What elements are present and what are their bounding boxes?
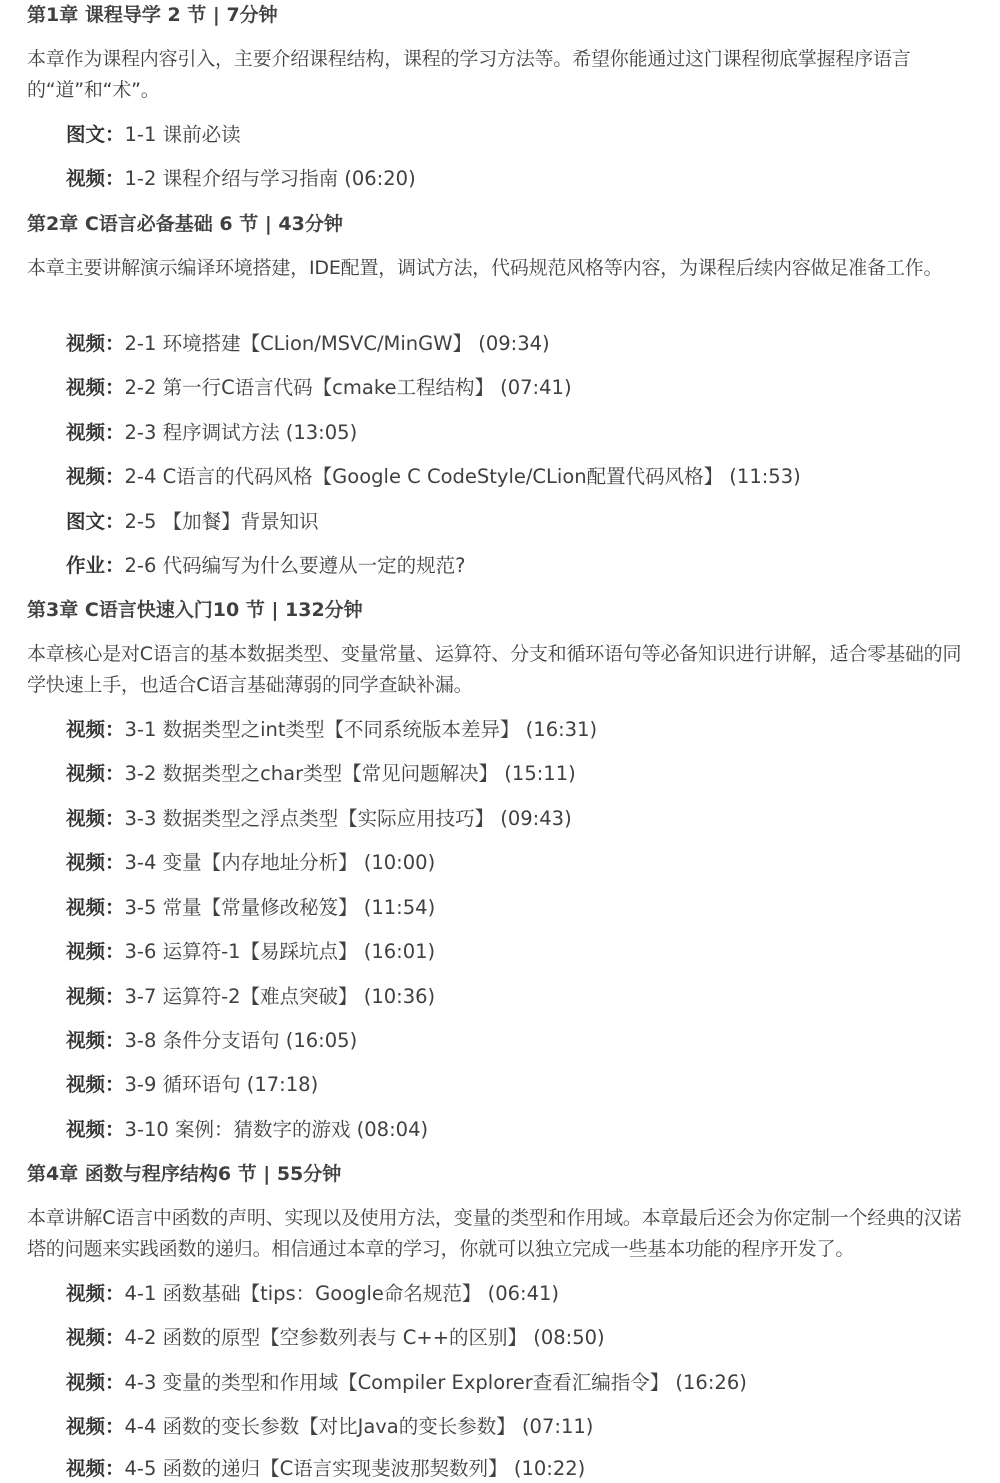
lesson-title: 4-2 函数的原型【空参数列表与 C++的区别】 (08:50): [124, 1326, 605, 1349]
lesson-type-label: 视频：: [66, 421, 125, 444]
lesson-item[interactable]: [66, 121, 241, 149]
lesson-title: 2-1 环境搭建【CLion/MSVC/MinGW】 (09:34): [124, 332, 550, 355]
chapter-title: 第1章 课程导学 2 节 | 7分钟: [27, 4, 278, 26]
lesson-type-label: 视频：: [66, 1118, 125, 1141]
lesson-item[interactable]: [66, 1324, 605, 1352]
lesson-type-label: 视频：: [66, 807, 125, 830]
lesson-type-label: 视频：: [66, 1073, 125, 1096]
lesson-item[interactable]: [66, 165, 416, 193]
lesson-title: 4-1 函数基础【tips：Google命名规范】 (06:41): [124, 1282, 560, 1305]
lesson-item[interactable]: [66, 849, 435, 877]
lesson-item[interactable]: [66, 716, 597, 744]
lesson-title: 1-2 课程介绍与学习指南 (06:20): [124, 167, 416, 190]
lesson-type-label: 视频：: [66, 896, 125, 919]
lesson-item[interactable]: [66, 1369, 747, 1397]
lesson-title: 2-4 C语言的代码风格【Google C CodeStyle/CLion配置代码风格】 (11:53): [124, 465, 801, 488]
lesson-item[interactable]: [66, 374, 572, 402]
lesson-title: 3-4 变量【内存地址分析】 (10:00): [124, 851, 436, 874]
lesson-title: 3-9 循环语句 (17:18): [124, 1073, 319, 1096]
lesson-title: 4-4 函数的变长参数【对比Java的变长参数】 (07:11): [124, 1415, 594, 1438]
lesson-item[interactable]: [66, 508, 319, 536]
lesson-type-label: 视频：: [66, 332, 125, 355]
chapter-description: 本章核心是对C语言的基本数据类型、变量常量、运算符、分支和循环语句等必备知识进行讲解，适合零基础的同学快速上手，也适合C语言基础薄弱的同学查缺补漏。: [27, 643, 962, 696]
chapter-title: 第3章 C语言快速入门10 节 | 132分钟: [27, 599, 363, 621]
lesson-item[interactable]: [66, 1027, 357, 1055]
lesson-item[interactable]: [66, 1455, 585, 1483]
lesson-type-label: 视频：: [66, 167, 125, 190]
chapter-description: 本章主要讲解演示编译环境搭建，IDE配置，调试方法，代码规范风格等内容，为课程后续内容做足准备工作。: [27, 257, 943, 279]
chapter-description: 本章作为课程内容引入，主要介绍课程结构，课程的学习方法等。希望你能通过这门课程彻底掌握程序语言的“道”和“术”。: [27, 48, 911, 101]
lesson-item[interactable]: [66, 419, 357, 447]
lesson-type-label: 视频：: [66, 985, 125, 1008]
lesson-title: 3-7 运算符-2【难点突破】 (10:36): [124, 985, 436, 1008]
lesson-title: 1-1 课前必读: [124, 123, 241, 146]
lesson-type-label: 图文：: [66, 123, 125, 146]
lesson-item[interactable]: [66, 330, 550, 358]
lesson-title: 3-5 常量【常量修改秘笈】 (11:54): [124, 896, 436, 919]
lesson-item[interactable]: [66, 760, 576, 788]
lesson-title: 2-6 代码编写为什么要遵从一定的规范?: [124, 554, 466, 577]
lesson-title: 4-5 函数的递归【C语言实现斐波那契数列】 (10:22): [124, 1457, 586, 1480]
lesson-type-label: 作业：: [66, 554, 125, 577]
lesson-item[interactable]: [66, 1071, 318, 1099]
lesson-type-label: 视频：: [66, 376, 125, 399]
lesson-type-label: 图文：: [66, 510, 125, 533]
chapter-title: 第2章 C语言必备基础 6 节 | 43分钟: [27, 213, 343, 235]
lesson-type-label: 视频：: [66, 1029, 125, 1052]
lesson-type-label: 视频：: [66, 1415, 125, 1438]
lesson-type-label: 视频：: [66, 1371, 125, 1394]
lesson-item[interactable]: [66, 1116, 428, 1144]
lesson-title: 2-2 第一行C语言代码【cmake工程结构】 (07:41): [124, 376, 572, 399]
chapter-title: 第4章 函数与程序结构6 节 | 55分钟: [27, 1163, 342, 1185]
lesson-title: 3-10 案例：猜数字的游戏 (08:04): [124, 1118, 429, 1141]
lesson-item[interactable]: [66, 805, 572, 833]
lesson-item[interactable]: [66, 1413, 593, 1441]
lesson-title: 3-1 数据类型之int类型【不同系统版本差异】 (16:31): [124, 718, 598, 741]
lesson-title: 3-3 数据类型之浮点类型【实际应用技巧】 (09:43): [124, 807, 572, 830]
lesson-type-label: 视频：: [66, 851, 125, 874]
lesson-type-label: 视频：: [66, 1282, 125, 1305]
lesson-title: 2-5 【加餐】背景知识: [124, 510, 319, 533]
lesson-title: 3-2 数据类型之char类型【常见问题解决】 (15:11): [124, 762, 576, 785]
lesson-type-label: 视频：: [66, 465, 125, 488]
lesson-item[interactable]: [66, 552, 465, 580]
lesson-item[interactable]: [66, 983, 435, 1011]
lesson-item[interactable]: [66, 1280, 559, 1308]
lesson-type-label: 视频：: [66, 762, 125, 785]
lesson-title: 3-8 条件分支语句 (16:05): [124, 1029, 358, 1052]
lesson-type-label: 视频：: [66, 1457, 125, 1480]
lesson-item[interactable]: [66, 938, 435, 966]
lesson-type-label: 视频：: [66, 940, 125, 963]
lesson-item[interactable]: [66, 463, 801, 491]
lesson-title: 2-3 程序调试方法 (13:05): [124, 421, 358, 444]
lesson-title: 3-6 运算符-1【易踩坑点】 (16:01): [124, 940, 436, 963]
lesson-item[interactable]: [66, 894, 435, 922]
lesson-type-label: 视频：: [66, 1326, 125, 1349]
chapter-description: 本章讲解C语言中函数的声明、实现以及使用方法，变量的类型和作用域。本章最后还会为你定制一个经典的汉诺塔的问题来实践函数的递归。相信通过本章的学习，你就可以独立完成一些基本功能的程序开发了。: [27, 1207, 962, 1260]
lesson-title: 4-3 变量的类型和作用域【Compiler Explorer查看汇编指令】 (16:26): [124, 1371, 747, 1394]
lesson-type-label: 视频：: [66, 718, 125, 741]
